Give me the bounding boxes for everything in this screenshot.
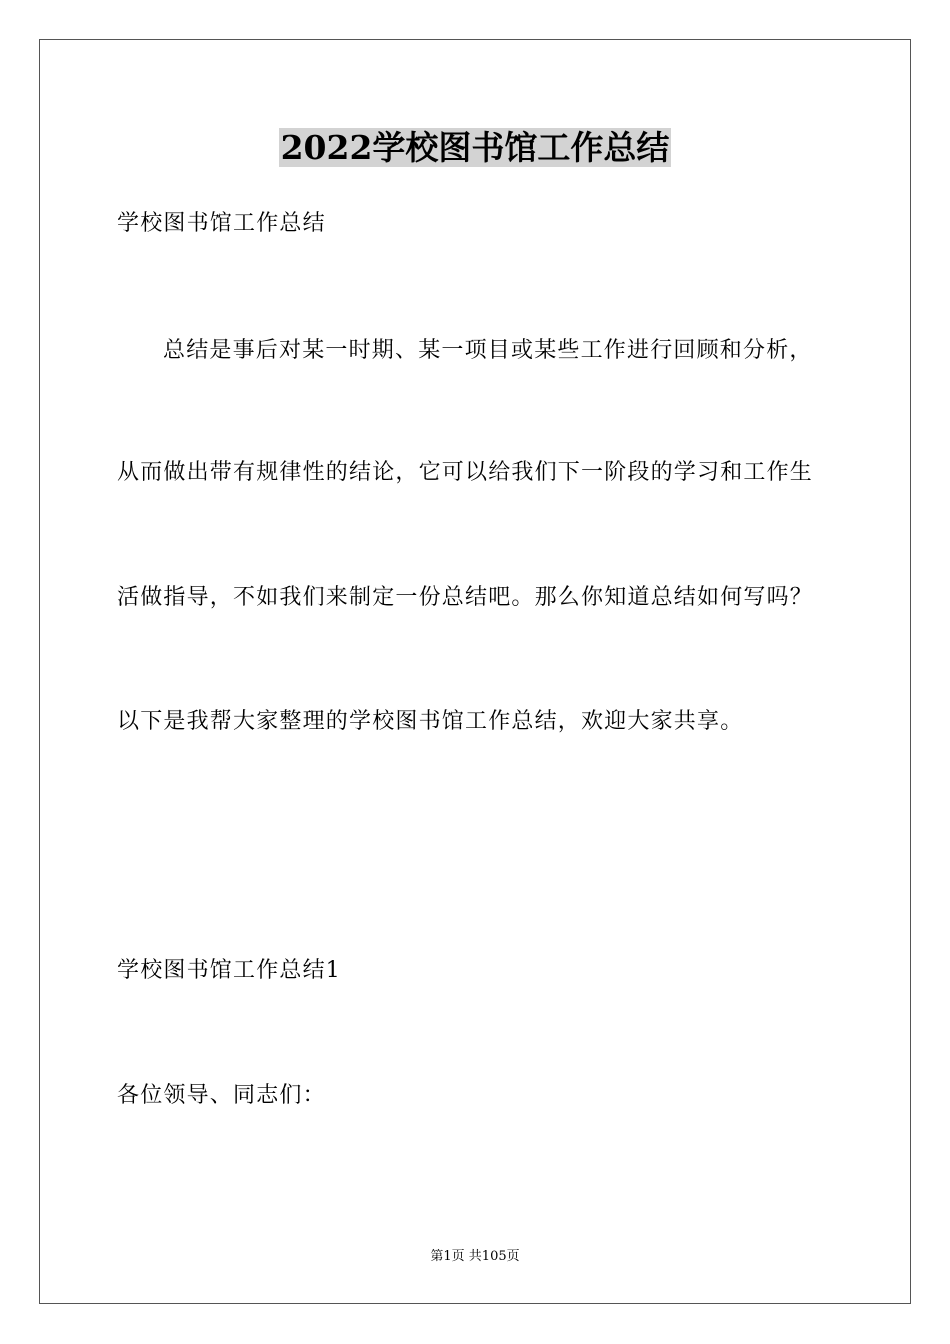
salutation: 各位领导、同志们： bbox=[117, 1083, 326, 1108]
paragraph-line-2: 从而做出带有规律性的结论，它可以给我们下一阶段的学习和工作生 bbox=[117, 460, 814, 485]
page-number-footer: 第1页 共105页 bbox=[430, 1249, 520, 1264]
paragraph-line-1: 总结是事后对某一时期、某一项目或某些工作进行回顾和分析， bbox=[163, 338, 813, 363]
section-heading: 学校图书馆工作总结1 bbox=[117, 958, 341, 983]
document-title-text: 2022学校图书馆工作总结 bbox=[280, 128, 670, 167]
document-subtitle: 学校图书馆工作总结 bbox=[117, 211, 326, 236]
document-title bbox=[0, 126, 950, 170]
paragraph-line-4: 以下是我帮大家整理的学校图书馆工作总结，欢迎大家共享。 bbox=[117, 709, 744, 734]
paragraph-line-3: 活做指导，不如我们来制定一份总结吧。那么你知道总结如何写吗？ bbox=[117, 585, 814, 610]
